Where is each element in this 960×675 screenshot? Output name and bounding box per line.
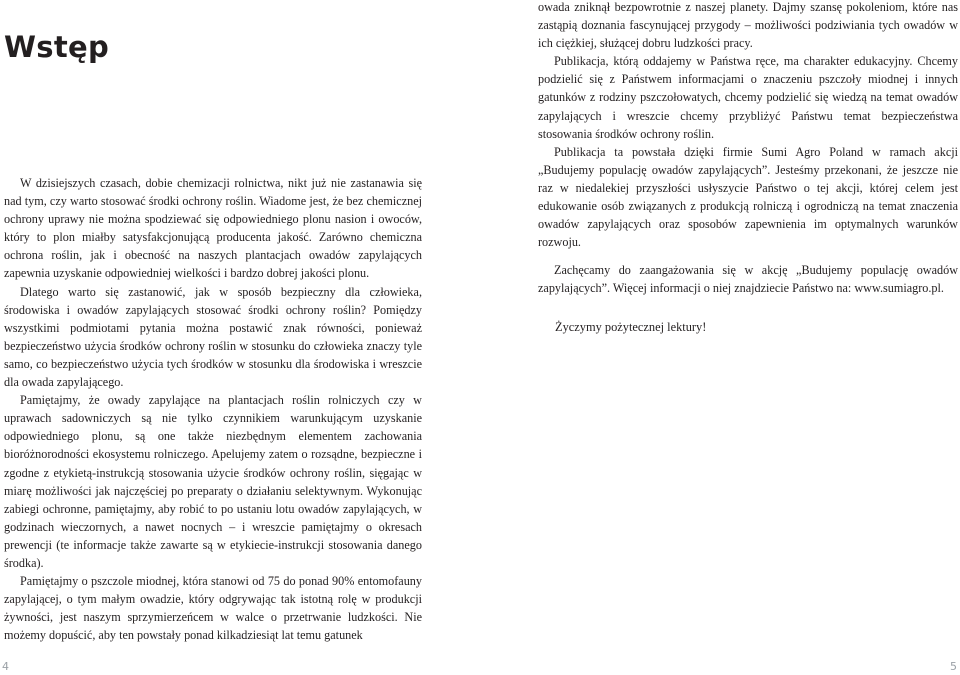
page-number-left: 4 bbox=[2, 660, 9, 673]
left-paragraph-3: Pamiętajmy, że owady zapylające na plantacjach roślin rolniczych czy w uprawach sadowniczych są nie tylko czynnikiem warunkującym uzyskanie odpowiedniego plonu, są one także niezbędnym elementem zachowania bioróżnorodności ekosystemu rolniczego. Apelujemy zatem o rozsądne, bezpieczne i zgodne z etykietą-instrukcją stosowania użycie środków ochrony roślin, sięgając w miarę możliwości jak najczęściej po preparaty o działaniu selektywnym. Wykonując zabiegi ochronne, pamiętajmy, aby robić to po ustaniu lotu owadów zapylających, w godzinach wieczornych, a nawet nocnych – i wreszcie pamiętajmy o okresach prewencji (te informacje także zawarte są w etykiecie-instrukcji stosowania danego środka). bbox=[4, 393, 422, 570]
right-text-column bbox=[538, 0, 958, 298]
page-number-right: 5 bbox=[950, 660, 957, 673]
left-paragraph-4: Pamiętajmy o pszczole miodnej, która stanowi od 75 do ponad 90% entomofauny zapylającej, o tym małym owadzie, który odgrywając tak istotną rolę w produkcji żywności, jest naszym sprzymierzeńcem w walce o przetrwanie ludzkości. Nie możemy dopuścić, aby ten powstały ponad kilkadziesiąt lat temu gatunek bbox=[4, 574, 422, 643]
right-paragraph-1: owada zniknął bezpowrotnie z naszej planety. Dajmy szansę pokoleniom, które nas zastąpią doznania fascynującej przygody – możliwości podziwiania tych owadów w ich ciężkiej, służącej dobru ludzkości pracy. bbox=[538, 0, 958, 51]
left-text-column bbox=[4, 174, 422, 644]
left-paragraph-1: W dzisiejszych czasach, dobie chemizacji rolnictwa, nikt już nie zastanawia się nad tym, czy warto stosować środki ochrony roślin. Wiadome jest, że bez chemicznej ochrony uprawy nie można spodziewać się odpowiedniego plonu nasion i owoców, który to plon miałby satysfakcjonującą producenta jakość. Zarówno chemiczna ochrona roślin, jak i obecność na naszych plantacjach owadów zapylających zapewnia uzyskanie odpowiedniej wielkości i bardzo dobrej jakości plonu. bbox=[4, 176, 422, 281]
closing-line: Życzymy pożytecznej lektury! bbox=[555, 320, 707, 334]
right-paragraph-4: Zachęcamy do zaangażowania się w akcję „Budujemy populację owadów zapylających”. Więcej informacji o niej znajdziecie Państwo na: www.sumiagro.pl. bbox=[538, 263, 958, 296]
left-paragraph-2: Dlatego warto się zastanowić, jak w sposób bezpieczny dla człowieka, środowiska i owadów zapylających stosować środki ochrony roślin? Pomiędzy wszystkimi podmiotami pytania można postawić znak równości, ponieważ bezpieczeństwo użycia środków ochrony roślin w stosunku do człowieka znaczy tyle samo, co bezpieczeństwo użycia tych środków w stosunku dla środowiska i wreszcie dla owada zapylającego. bbox=[4, 284, 422, 390]
right-paragraph-3: Publikacja ta powstała dzięki firmie Sumi Agro Poland w ramach akcji „Budujemy populację owadów zapylających”. Jesteśmy przekonani, że jeszcze nie raz w niedalekiej przyszłości usłyszycie Państwo o tej akcji, której celem jest edukowanie osób związanych z produkcją rolniczą i ogrodniczą na temat znaczenia owadów zapylających oraz sposobów zapewnienia im optymalnych warunków rozwoju. bbox=[538, 144, 958, 250]
page-heading: Wstęp bbox=[4, 30, 110, 64]
right-paragraph-2: Publikacja, którą oddajemy w Państwa ręce, ma charakter edukacyjny. Chcemy podzielić się z Państwem informacjami o znaczeniu pszczoły miodnej i innych gatunków z rodziny pszczołowatych, chcemy podzielić się wiedzą na temat owadów zapylających i wreszcie chcemy przybliżyć Państwu temat bezpieczeństwa stosowania środków ochrony roślin. bbox=[538, 54, 958, 141]
